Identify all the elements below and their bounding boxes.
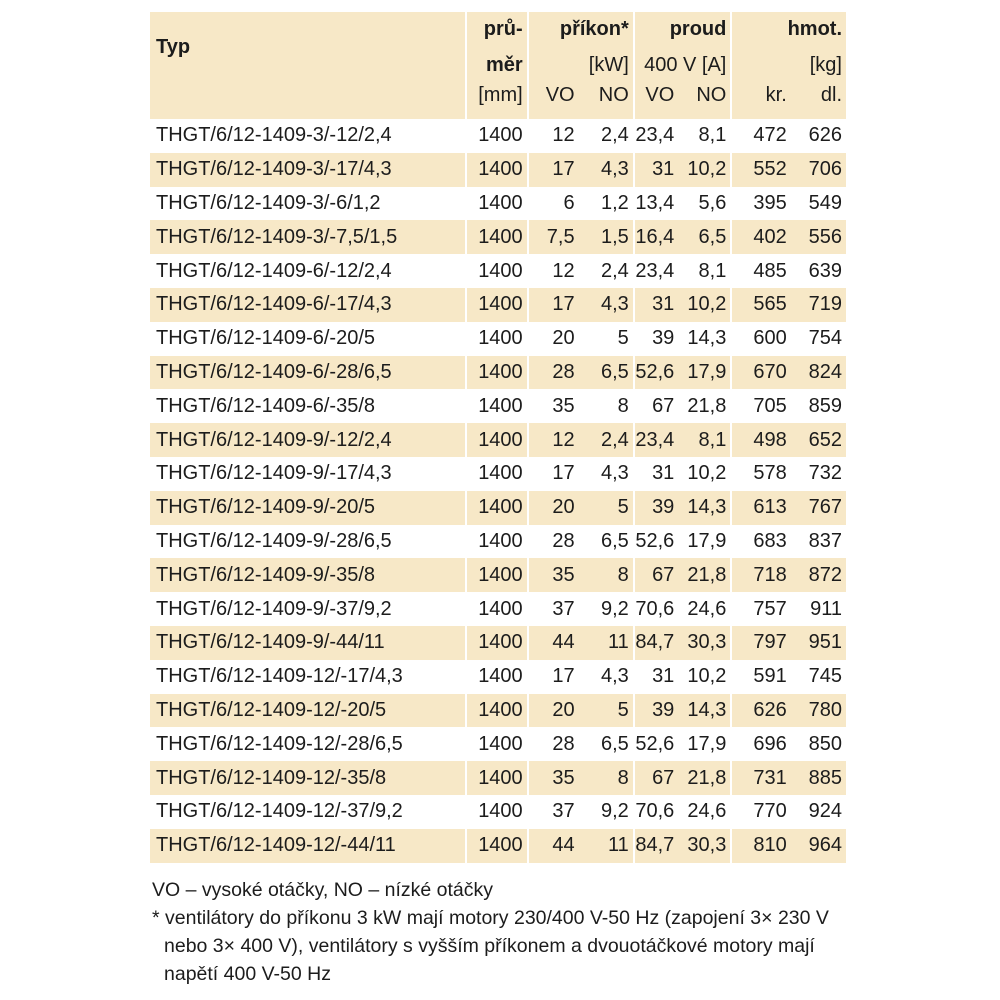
cell-weight-kr: 472 [731,119,790,153]
cell-power-vo: 20 [528,491,579,525]
cell-current-vo: 70,6 [634,592,679,626]
table-row [150,356,846,390]
header-power: příkon* [528,12,634,53]
cell-weight-dl: 964 [791,829,846,863]
cell-weight-dl: 885 [791,761,846,795]
cell-weight-kr: 770 [731,795,790,829]
cell-diameter: 1400 [466,694,528,728]
table-row [150,829,846,863]
cell-power-vo: 6 [528,187,579,221]
cell-diameter: 1400 [466,356,528,390]
cell-type: THGT/6/12-1409-3/-6/1,2 [156,191,381,214]
cell-diameter: 1400 [466,727,528,761]
cell-current-vo: 31 [634,288,679,322]
cell-weight-dl: 872 [791,558,846,592]
cell-weight-dl: 859 [808,394,842,417]
cell-current-no: 30,3 [678,626,731,660]
cell-weight-dl: 719 [791,288,846,322]
cell-diameter: 1400 [466,491,528,525]
cell-weight-kr: 402 [731,220,790,254]
table-row [150,558,846,592]
cell-weight-kr: 757 [731,592,790,626]
cell-type: THGT/6/12-1409-12/-37/9,2 [156,800,403,823]
cell-current-vo: 23,4 [634,119,679,153]
cell-power-vo: 35 [528,558,579,592]
cell-current-no: 17,9 [687,529,727,552]
footnote-motors: * ventilátory do příkonu 3 kW mají motory 230/400 V-50 Hz (zapojení 3× 230 V nebo 3× 400 V), ventilátory s vyšším příkonem a dvouotáčkové motory mají napětí 400 V-50 Hz [152,907,829,985]
cell-weight-kr: 810 [731,829,790,863]
cell-type: THGT/6/12-1409-3/-7,5/1,5 [150,220,466,254]
cell-type: THGT/6/12-1409-6/-12/2,4 [156,259,392,282]
header-power-vo: VO [528,83,579,119]
cell-weight-kr: 731 [731,761,790,795]
table-row [150,153,846,187]
cell-diameter: 1400 [466,254,528,288]
cell-weight-dl: 767 [791,491,846,525]
cell-current-vo: 84,7 [634,829,679,863]
cell-power-vo: 28 [528,356,579,390]
table-header [150,12,846,119]
cell-weight-dl: 951 [791,626,846,660]
header-weight-kr: kr. [731,83,790,119]
cell-current-vo: 84,7 [634,626,679,660]
cell-weight-dl: 911 [810,597,842,620]
cell-current-no: 5,6 [698,191,727,214]
cell-weight-dl: 780 [791,694,846,728]
cell-weight-kr: 591 [731,660,790,694]
cell-diameter: 1400 [466,592,528,626]
cell-current-no: 6,5 [678,220,731,254]
cell-power-vo: 17 [528,153,579,187]
cell-power-no: 6,5 [600,732,629,755]
table-row [150,457,846,491]
cell-current-vo: 31 [634,660,679,694]
table-row [150,220,846,254]
cell-weight-kr: 705 [731,389,790,423]
cell-weight-kr: 797 [731,626,790,660]
cell-type: THGT/6/12-1409-12/-35/8 [150,761,466,795]
cell-diameter: 1400 [466,626,528,660]
cell-current-no: 8,1 [698,259,727,282]
cell-diameter: 1400 [466,220,528,254]
table-row [150,288,846,322]
cell-current-no: 17,9 [687,732,727,755]
cell-diameter: 1400 [466,829,528,863]
cell-power-vo: 28 [528,525,579,559]
cell-type: THGT/6/12-1409-6/-17/4,3 [150,288,466,322]
cell-power-no: 6,5 [600,529,629,552]
cell-weight-dl: 837 [808,529,842,552]
header-typ: Typ [150,12,466,119]
cell-weight-dl: 732 [808,462,842,485]
cell-weight-kr: 395 [731,187,790,221]
cell-weight-kr: 718 [731,558,790,592]
spec-table-container [150,12,846,863]
cell-power-vo: 44 [528,829,579,863]
table-row [150,761,846,795]
cell-type: THGT/6/12-1409-9/-12/2,4 [150,423,466,457]
cell-current-vo: 31 [634,457,679,491]
header-diameter-line1: prů- [466,12,528,53]
cell-weight-kr: 552 [731,153,790,187]
cell-diameter: 1400 [466,389,528,423]
cell-weight-kr: 498 [731,423,790,457]
cell-weight-kr: 670 [731,356,790,390]
footnotes [152,876,842,988]
cell-power-no: 5 [579,491,634,525]
header-weight-dl: dl. [791,83,846,119]
cell-weight-dl: 824 [791,356,846,390]
cell-diameter: 1400 [466,558,528,592]
cell-type: THGT/6/12-1409-9/-35/8 [150,558,466,592]
cell-weight-dl: 754 [808,327,842,350]
cell-power-no: 4,3 [600,462,629,485]
cell-current-vo: 13,4 [634,187,679,221]
cell-diameter: 1400 [466,423,528,457]
cell-power-no: 4,3 [579,153,634,187]
cell-weight-dl: 639 [808,259,842,282]
cell-power-vo: 17 [528,288,579,322]
header-weight-unit: [kg] [731,53,846,83]
cell-diameter: 1400 [466,119,528,153]
cell-weight-dl: 745 [808,665,842,688]
cell-power-no: 2,4 [579,423,634,457]
cell-current-vo: 16,4 [634,220,679,254]
table-row [150,254,846,288]
cell-diameter: 1400 [466,761,528,795]
cell-current-no: 21,8 [678,761,731,795]
cell-power-vo: 37 [528,795,579,829]
cell-diameter: 1400 [466,322,528,356]
cell-current-vo: 67 [634,761,679,795]
cell-power-no: 1,5 [579,220,634,254]
fan-spec-table [150,12,846,863]
cell-current-vo: 52,6 [634,525,679,559]
cell-current-no: 10,2 [678,288,731,322]
cell-current-vo: 39 [634,694,679,728]
cell-weight-kr: 600 [731,322,790,356]
cell-type: THGT/6/12-1409-12/-44/11 [150,829,466,863]
cell-type: THGT/6/12-1409-3/-12/2,4 [156,124,392,147]
cell-current-vo: 23,4 [634,423,679,457]
cell-diameter: 1400 [466,660,528,694]
cell-power-vo: 17 [528,457,579,491]
cell-weight-kr: 613 [731,491,790,525]
table-row [150,322,846,356]
cell-weight-kr: 626 [731,694,790,728]
cell-power-vo: 17 [528,660,579,694]
cell-power-vo: 20 [528,694,579,728]
cell-power-vo: 44 [528,626,579,660]
table-row [150,491,846,525]
cell-power-no: 5 [617,327,629,350]
cell-power-no: 2,4 [600,124,629,147]
table-row [150,795,846,829]
cell-current-no: 14,3 [678,491,731,525]
cell-diameter: 1400 [466,288,528,322]
cell-power-vo: 12 [528,254,579,288]
cell-power-vo: 35 [528,761,579,795]
cell-type: THGT/6/12-1409-9/-28/6,5 [156,529,392,552]
cell-weight-dl: 850 [808,732,842,755]
cell-current-vo: 67 [634,558,679,592]
cell-power-no: 8 [617,394,629,417]
cell-weight-kr: 565 [731,288,790,322]
table-row [150,592,846,626]
header-power-no: NO [579,83,634,119]
cell-power-no: 8 [579,558,634,592]
cell-power-no: 11 [579,626,634,660]
cell-power-vo: 12 [528,119,579,153]
table-row [150,187,846,221]
table-body [150,119,846,863]
cell-current-no: 10,2 [687,665,727,688]
table-row [150,423,846,457]
cell-current-no: 10,2 [678,153,731,187]
cell-type: THGT/6/12-1409-9/-37/9,2 [156,597,392,620]
cell-power-vo: 20 [528,322,579,356]
header-diameter-unit: [mm] [466,83,528,119]
cell-current-no: 30,3 [678,829,731,863]
cell-current-vo: 52,6 [634,356,679,390]
cell-current-vo: 39 [634,491,679,525]
cell-power-vo: 37 [528,592,579,626]
cell-current-vo: 31 [634,153,679,187]
cell-weight-dl: 652 [791,423,846,457]
cell-power-vo: 35 [528,389,579,423]
cell-type: THGT/6/12-1409-6/-20/5 [156,327,375,350]
cell-current-vo: 52,6 [634,727,679,761]
header-current: proud [634,12,732,53]
table-row [150,626,846,660]
cell-type: THGT/6/12-1409-12/-20/5 [150,694,466,728]
cell-type: THGT/6/12-1409-12/-28/6,5 [156,732,403,755]
cell-weight-dl: 556 [791,220,846,254]
cell-diameter: 1400 [466,795,528,829]
cell-current-no: 8,1 [698,124,727,147]
cell-current-no: 10,2 [687,462,727,485]
cell-power-no: 2,4 [600,259,629,282]
cell-current-no: 14,3 [678,694,731,728]
cell-power-vo: 12 [528,423,579,457]
cell-current-no: 8,1 [678,423,731,457]
table-row [150,389,846,423]
header-diameter-line2: měr [466,53,528,83]
cell-current-vo: 70,6 [634,795,679,829]
cell-power-vo: 28 [528,727,579,761]
cell-weight-kr: 696 [731,727,790,761]
header-current-unit: 400 V [A] [634,53,732,83]
cell-power-no: 5 [579,694,634,728]
cell-diameter: 1400 [466,187,528,221]
cell-weight-dl: 549 [808,191,842,214]
cell-type: THGT/6/12-1409-9/-17/4,3 [156,462,392,485]
cell-power-no: 8 [579,761,634,795]
cell-weight-dl: 706 [791,153,846,187]
cell-diameter: 1400 [466,525,528,559]
cell-type: THGT/6/12-1409-3/-17/4,3 [150,153,466,187]
cell-power-no: 6,5 [579,356,634,390]
table-row [150,119,846,153]
cell-power-vo: 7,5 [528,220,579,254]
table-row [150,727,846,761]
cell-power-no: 9,2 [600,597,629,620]
cell-current-vo: 39 [634,322,679,356]
cell-weight-kr: 683 [731,525,790,559]
cell-power-no: 4,3 [600,665,629,688]
cell-type: THGT/6/12-1409-9/-44/11 [150,626,466,660]
cell-power-no: 9,2 [600,800,629,823]
cell-current-no: 24,6 [687,800,727,823]
cell-type: THGT/6/12-1409-6/-35/8 [156,394,375,417]
header-weight: hmot. [731,12,846,53]
cell-weight-dl: 924 [808,800,842,823]
cell-power-no: 4,3 [579,288,634,322]
cell-current-vo: 67 [634,389,679,423]
cell-current-no: 21,8 [678,558,731,592]
cell-diameter: 1400 [466,457,528,491]
header-power-unit: [kW] [528,53,634,83]
cell-current-no: 17,9 [678,356,731,390]
table-row [150,694,846,728]
cell-type: THGT/6/12-1409-12/-17/4,3 [156,665,403,688]
cell-current-no: 21,8 [687,394,727,417]
cell-weight-kr: 578 [731,457,790,491]
header-current-no: NO [678,83,731,119]
cell-diameter: 1400 [466,153,528,187]
cell-type: THGT/6/12-1409-9/-20/5 [150,491,466,525]
cell-current-no: 14,3 [687,327,727,350]
cell-weight-kr: 485 [731,254,790,288]
header-current-vo: VO [634,83,679,119]
cell-weight-dl: 626 [808,124,842,147]
cell-current-no: 24,6 [687,597,727,620]
table-row [150,660,846,694]
cell-power-no: 1,2 [600,191,629,214]
table-row [150,525,846,559]
cell-power-no: 11 [579,829,634,863]
cell-current-vo: 23,4 [634,254,679,288]
footnote-legend: VO – vysoké otáčky, NO – nízké otáčky [152,879,494,901]
cell-type: THGT/6/12-1409-6/-28/6,5 [150,356,466,390]
